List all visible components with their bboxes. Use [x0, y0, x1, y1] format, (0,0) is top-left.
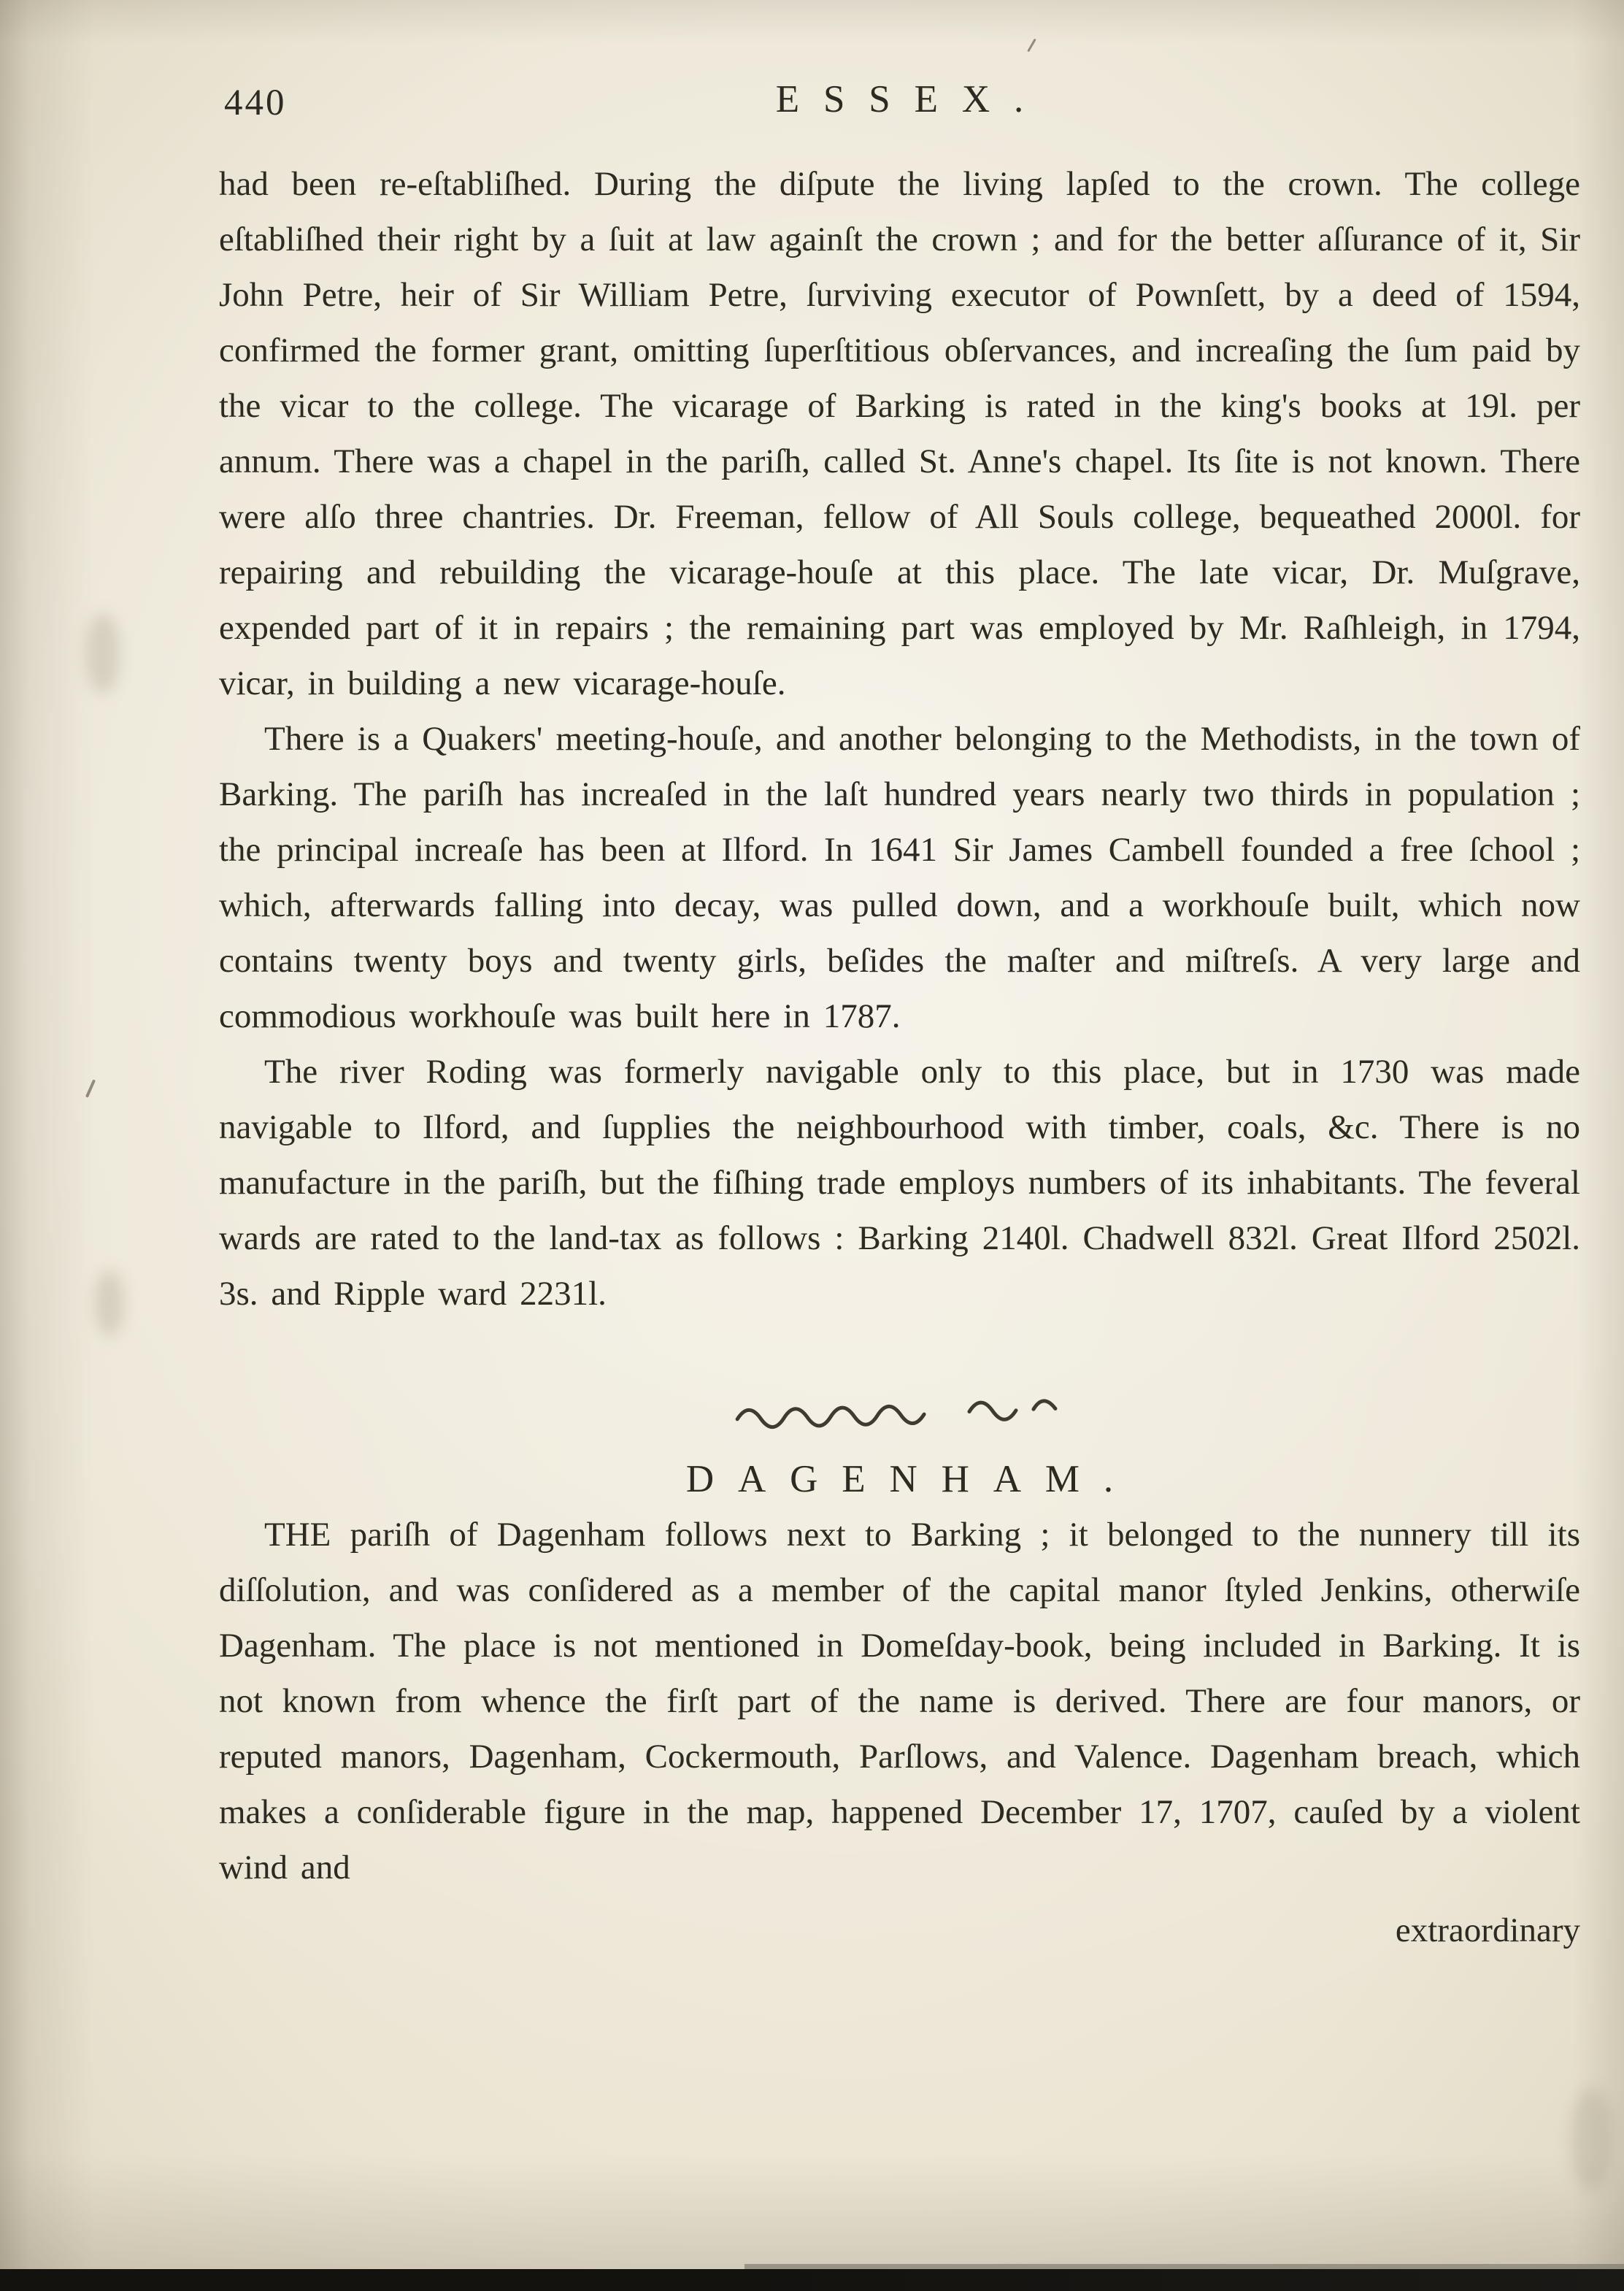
running-head: ESSEX.	[775, 78, 1048, 120]
body-paragraph: The river Roding was formerly navigable only to this place, but in 1730 was made navigable to Ilford, and ſupplies the neighbourhood with timber, coals, &c. There is no manufacture in the pariſh, but the fiſhing trade employs numbers of its inhabitants. The feveral wards are rated to the land-tax as follows : Barking 2140l. Chadwell 832l. Great Ilford 2502l. 3s. and Ripple ward 2231l.	[219, 1053, 1580, 1313]
scan-edge-bar	[0, 2269, 1624, 2291]
body-paragraph: There is a Quakers' meeting-houſe, and another belonging to the Methodists, in the town of Barking. The pariſh has increaſed in the laſt hundred years nearly two thirds in population ; the principal increaſe has been at Ilford. In 1641 Sir James Cambell founded a free ſchool ; which, afterwards falling into decay, was pulled down, and a workhouſe built, which now contains twenty boys and twenty girls, beſides the maſter and miſtreſs. A very large and commodious workhouſe was built here in 1787.	[219, 720, 1580, 1035]
scan-smudge	[1569, 2088, 1613, 2190]
section-heading: DAGENHAM.	[685, 1458, 1137, 1500]
scan-artifact-mark	[1027, 39, 1036, 53]
scan-smudge	[86, 613, 120, 694]
squiggle-ornament-icon	[728, 1393, 1071, 1431]
scan-smudge	[95, 1270, 124, 1336]
section-paragraph: THE pariſh of Dagenham follows next to Barking ; it belonged to the nunnery till its diſſolution, and was conſidered as a member of the capital manor ſtyled Jenkins, otherwiſe Dagenham. The place is not mentioned in Domeſday-book, being included in Barking. It is not known from whence the firſt part of the name is derived. There are four manors, or reputed manors, Dagenham, Cockermouth, Parſlows, and Valence. Dagenham breach, which makes a conſiderable figure in the map, happened December 17, 1707, cauſed by a violent wind and	[219, 1516, 1580, 1887]
scan-artifact-mark	[85, 1079, 96, 1097]
section-divider-ornament	[219, 1381, 1580, 1413]
page-number: 440	[224, 82, 287, 123]
catchword: extraordinary	[1395, 1911, 1580, 1949]
text-block	[219, 156, 1580, 1958]
body-paragraph: had been re-eſtabliſhed. During the diſpute the living lapſed to the crown. The college eſtabliſhed their right by a ſuit at law againſt the crown ; and for the better aſſurance of it, Sir John Petre, heir of Sir William Petre, ſurviving executor of Pownſett, by a deed of 1594, confirmed the former grant, omitting ſuperſtitious obſervances, and increaſing the ſum paid by the vicar to the college. The vicarage of Barking is rated in the king's books at 19l. per annum. There was a chapel in the pariſh, called St. Anne's chapel. Its ſite is not known. There were alſo three chantries. Dr. Freeman, fellow of All Souls college, bequeathed 2000l. for repairing and rebuilding the vicarage-houſe at this place. The late vicar, Dr. Muſgrave, expended part of it in repairs ; the remaining part was employed by Mr. Raſhleigh, in 1794, vicar, in building a new vicarage-houſe.	[219, 165, 1580, 702]
